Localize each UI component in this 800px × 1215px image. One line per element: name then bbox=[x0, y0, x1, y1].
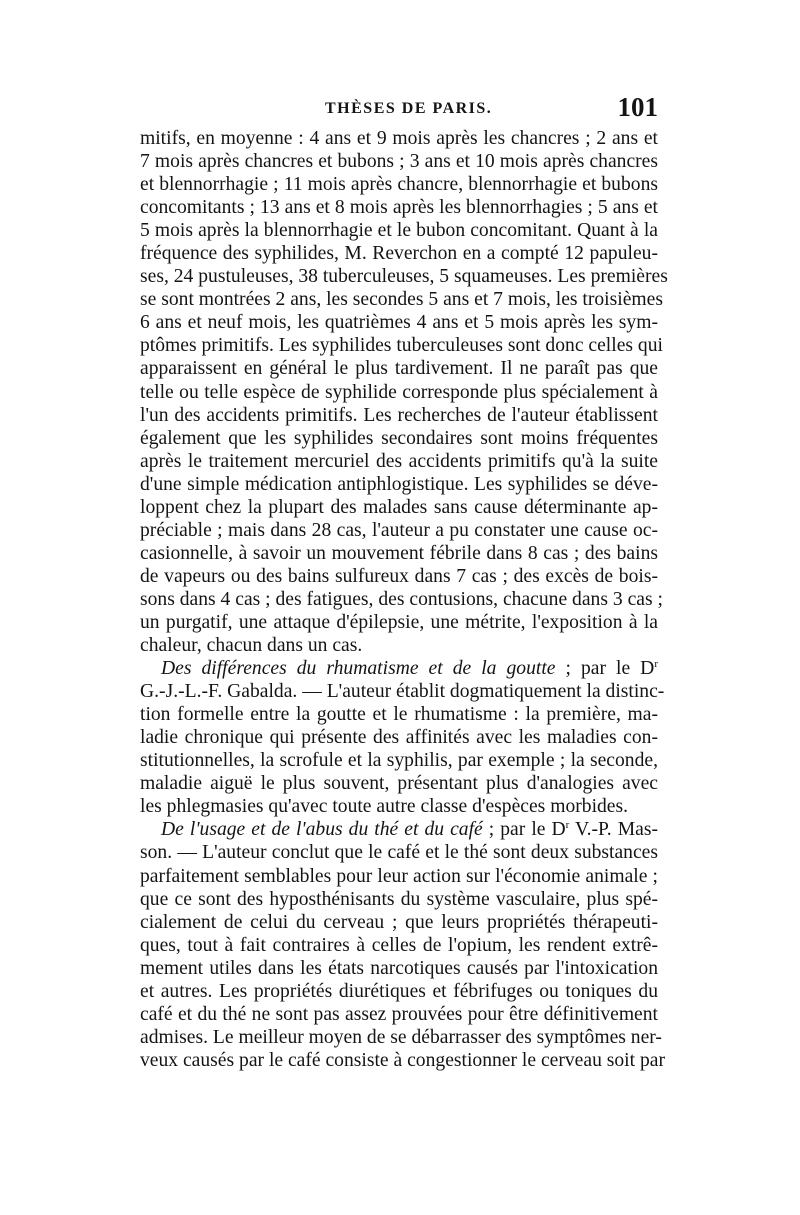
paragraph-masson-the-cafe bbox=[140, 818, 665, 1072]
text-line: les phlegmasies qu'avec toute autre classe d'espèces morbides. bbox=[140, 796, 629, 818]
text-line: que ce sont des hyposthénisants du système vasculaire, plus spé- bbox=[140, 888, 658, 910]
paragraph-reverchon-syphilides bbox=[140, 127, 668, 657]
text-line: stitutionnelles, la scrofule et la syphilis, par exemple ; la seconde, bbox=[140, 750, 658, 772]
text-line: d'une simple médication antiphlogistique. Les syphilides se déve- bbox=[140, 473, 658, 495]
text-line: G.-J.-L.-F. Gabalda. — L'auteur établit dogmatiquement la distinc- bbox=[140, 681, 665, 703]
paragraph-gabalda-goutte bbox=[140, 657, 665, 818]
text-line: parfaitement semblables pour leur action sur l'économie animale ; bbox=[140, 865, 658, 887]
text-line: 5 mois après la blennorrhagie et le bubon concomitant. Quant à la bbox=[140, 220, 658, 242]
text-line: préciable ; mais dans 28 cas, l'auteur a pu constater une cause oc- bbox=[140, 519, 658, 541]
text-line: tion formelle entre la goutte et le rhumatisme : la première, ma- bbox=[140, 704, 658, 726]
thesis-author-prefix: ; par le D bbox=[555, 658, 655, 680]
text-line: un purgatif, une attaque d'épilepsie, une métrite, l'exposition à la bbox=[140, 611, 658, 633]
text-line: apparaissent en général le plus tardivement. Il ne paraît pas que bbox=[140, 358, 658, 380]
text-line: chaleur, chacun dans un cas. bbox=[140, 635, 363, 657]
text-line: concomitants ; 13 ans et 8 mois après les blennorrhagies ; 5 ans et bbox=[140, 197, 658, 219]
text-line: loppent chez la plupart des malades sans cause déterminante ap- bbox=[140, 496, 658, 518]
page-number: 101 bbox=[617, 92, 658, 122]
text-line: sons dans 4 cas ; des fatigues, des contusions, chacune dans 3 cas ; bbox=[140, 588, 663, 610]
text-line: fréquence des syphilides, M. Reverchon en a compté 12 papuleu- bbox=[140, 243, 658, 265]
text-line: telle ou telle espèce de syphilide corresponde plus spécialement à bbox=[140, 381, 658, 403]
text-line: l'un des accidents primitifs. Les recherches de l'auteur établissent bbox=[140, 404, 658, 426]
thesis-author-initials: V.-P. Mas- bbox=[569, 819, 658, 841]
text-line: ques, tout à fait contraires à celles de l'opium, les rendent extrê- bbox=[140, 934, 658, 956]
text-line: café et du thé ne sont pas assez prouvées pour être définitivement bbox=[140, 1003, 658, 1025]
running-title: THÈSES DE PARIS. bbox=[325, 100, 493, 117]
text-line: ses, 24 pustuleuses, 38 tuberculeuses, 5 squameuses. Les premières bbox=[140, 266, 668, 288]
thesis-title: Des différences du rhumatisme et de la goutte bbox=[161, 658, 556, 680]
text-line: maladie aiguë le plus souvent, présentant plus d'analogies avec bbox=[140, 773, 658, 795]
text-line: et blennorrhagie ; 11 mois après chancre, blennorrhagie et bubons bbox=[140, 174, 658, 196]
text-line: ptômes primitifs. Les syphilides tuberculeuses sont donc celles qui bbox=[140, 335, 663, 357]
paragraph-heading-line bbox=[140, 818, 658, 841]
text-line: 6 ans et neuf mois, les quatrièmes 4 ans et 5 mois après les sym- bbox=[140, 312, 658, 334]
text-line: se sont montrées 2 ans, les secondes 5 ans et 7 mois, les troisièmes bbox=[140, 289, 663, 311]
text-line: ladie chronique qui présente des affinités avec les maladies con- bbox=[140, 727, 658, 749]
text-line: cialement de celui du cerveau ; que leurs propriétés thérapeuti- bbox=[140, 911, 658, 933]
text-line: 7 mois après chancres et bubons ; 3 ans et 10 mois après chancres bbox=[140, 151, 658, 173]
text-line: également que les syphilides secondaires sont moins fréquentes bbox=[140, 427, 658, 449]
paragraph-heading-line bbox=[140, 657, 658, 680]
superscript: r bbox=[654, 658, 658, 671]
text-line: et autres. Les propriétés diurétiques et fébrifuges ou toniques du bbox=[140, 980, 658, 1002]
thesis-author-prefix: ; par le D bbox=[482, 819, 566, 841]
thesis-title: De l'usage et de l'abus du thé et du café bbox=[161, 819, 483, 841]
text-line: veux causés par le café consiste à congestionner le cerveau soit par bbox=[140, 1049, 665, 1071]
text-line: mitifs, en moyenne : 4 ans et 9 mois après les chancres ; 2 ans et bbox=[140, 128, 658, 149]
text-line: mement utiles dans les états narcotiques causés par l'intoxication bbox=[140, 957, 658, 979]
body-text bbox=[140, 127, 668, 1072]
text-line: admises. Le meilleur moyen de se débarrasser des symptômes ner- bbox=[140, 1026, 662, 1048]
page-header bbox=[140, 92, 658, 128]
superscript: r bbox=[565, 819, 570, 832]
text-line: casionnelle, à savoir un mouvement fébrile dans 8 cas ; des bains bbox=[140, 542, 658, 564]
text-line: après le traitement mercuriel des accidents primitifs qu'à la suite bbox=[140, 450, 658, 472]
text-line: de vapeurs ou des bains sulfureux dans 7 cas ; des excès de bois- bbox=[140, 565, 658, 587]
text-line: son. — L'auteur conclut que le café et le thé sont deux substances bbox=[140, 842, 658, 864]
